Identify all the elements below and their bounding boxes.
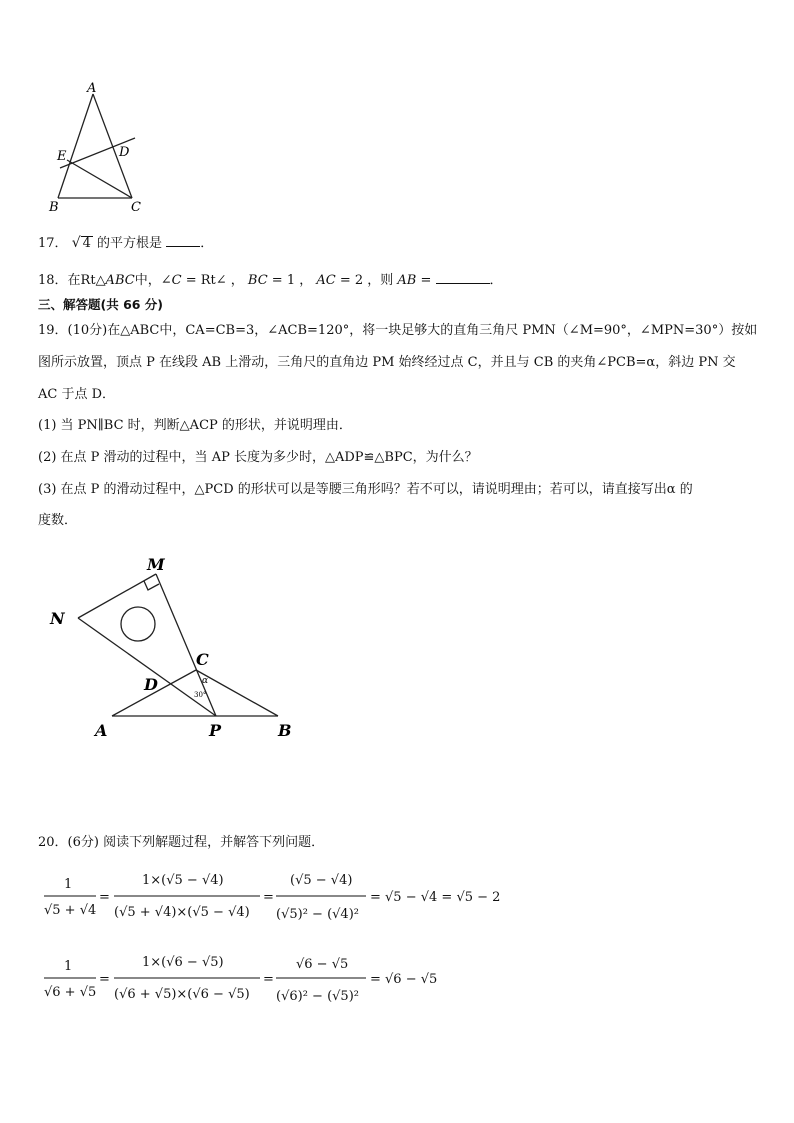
svg-text:=: = [99, 972, 110, 987]
eq1-mid-num: 1×(√5 − √4) [142, 873, 224, 888]
label-B: B [49, 200, 59, 215]
q19-line1: 19．(10分)在△ABC中，CA=CB=3，∠ACB=120°，将一块足够大的直角三角尺 PMN（∠M=90°，∠MPN=30°）按如 [38, 323, 758, 338]
label-A: A [87, 81, 97, 96]
section-heading: 三、解答题(共 66 分) [38, 297, 164, 312]
q20-intro: 20．(6分) 阅读下列解题过程，并解答下列问题． [38, 835, 325, 850]
label-alpha: α [202, 676, 209, 686]
label-A: A [95, 721, 108, 740]
q19-sub2: (2) 在点 P 滑动的过程中，当 AP 长度为多少时，△ADP≌△BPC，为什么？ [38, 450, 478, 465]
label-E: E [57, 149, 67, 164]
eq2-result: = √6 − √5 [370, 972, 438, 987]
eq2-right-num: √6 − √5 [296, 957, 349, 972]
svg-text:=: = [99, 890, 110, 905]
eq1-lhs-num: 1 [64, 877, 73, 892]
eq2-right-den: (√6)² − (√5)² [276, 989, 359, 1004]
radicand: 4 [82, 236, 91, 251]
figure-set-square [40, 548, 310, 748]
svg-text:=: = [263, 890, 274, 905]
eq1-lhs-den: √5 + √4 [44, 903, 97, 918]
equation-1 [40, 866, 520, 936]
question-18: 18．在Rt△ABC中，∠C = Rt∠ ， BC = 1 ， AC = 2 ，则 AB = ． [38, 273, 503, 288]
label-D: D [119, 145, 130, 160]
eq1-right-den: (√5)² − (√4)² [276, 907, 359, 922]
figure-triangle-abc [40, 80, 150, 220]
answer-blank-17[interactable] [166, 234, 200, 247]
label-M: M [147, 555, 165, 574]
equation-2 [40, 948, 520, 1018]
label-angle-30: 30° [194, 691, 207, 699]
label-C: C [196, 650, 209, 669]
label-C: C [131, 200, 141, 215]
q19-line2: 图所示放置，顶点 P 在线段 AB 上滑动，三角尺的直角边 PM 始终经过点 C，并且与 CB 的夹角∠PCB=α，斜边 PN 交 [38, 355, 736, 370]
answer-blank-18[interactable] [436, 271, 490, 284]
eq2-lhs-num: 1 [64, 959, 73, 974]
eq2-mid-num: 1×(√6 − √5) [142, 955, 224, 970]
q19-sub1: (1) 当 PN∥BC 时，判断△ACP 的形状，并说明理由． [38, 418, 352, 433]
eq1-mid-den: (√5 + √4)×(√5 − √4) [114, 905, 250, 920]
label-D: D [144, 675, 158, 694]
q19-sub3a: (3) 在点 P 的滑动过程中，△PCD 的形状可以是等腰三角形吗？若不可以，请说明理由；若可以，请直接写出α 的 [38, 482, 693, 497]
eq1-result: = √5 − √4 = √5 − 2 [370, 890, 501, 905]
label-P: P [209, 721, 222, 740]
eq2-mid-den: (√6 + √5)×(√6 − √5) [114, 987, 250, 1002]
q19-line3: AC 于点 D． [38, 387, 116, 402]
label-B: B [278, 721, 292, 740]
eq2-lhs-den: √6 + √5 [44, 985, 97, 1000]
eq1-right-num: (√5 − √4) [290, 873, 353, 888]
label-N: N [50, 609, 65, 628]
question-17: 17． √ 4 的平方根是 ． [38, 235, 214, 251]
q19-sub3b: 度数． [38, 513, 78, 528]
svg-text:=: = [263, 972, 274, 987]
